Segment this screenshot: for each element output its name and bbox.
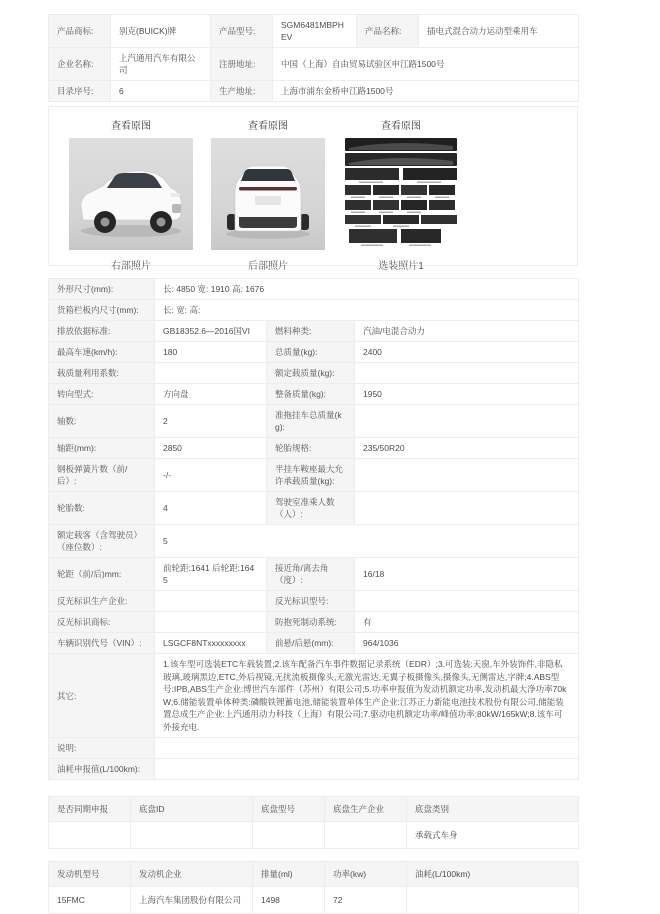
tyre-size-value: 235/50R20 <box>355 438 579 459</box>
power-header: 功率(kw) <box>325 862 407 887</box>
load-utilization-value <box>155 363 267 384</box>
engine-model-value: 15FMC <box>49 887 131 914</box>
wheelbase-label: 轴距(mm): <box>49 438 155 459</box>
leaf-springs-value: -/- <box>155 459 267 492</box>
product-trademark-value: 别克(BUICK)牌 <box>111 15 211 48</box>
track-width-value: 前轮距:1641 后轮距:1645 <box>155 558 267 591</box>
fuel-type-value: 汽油/电混合动力 <box>355 321 579 342</box>
spec-row-reflective-1 <box>49 591 579 612</box>
spec-row-springs-saddle <box>49 459 579 492</box>
engine-model-header: 发动机型号 <box>49 862 131 887</box>
tyre-count-label: 轮胎数: <box>49 492 155 525</box>
fuel-consumption-declared-label: 油耗申报值(L/100km): <box>49 759 155 780</box>
product-name-label: 产品名称: <box>357 15 419 48</box>
spec-row-cargo-box <box>49 300 579 321</box>
remarks-value <box>155 738 579 759</box>
product-model-value: SGM6481MBPHEV <box>273 15 357 48</box>
spec-row-vin-overhang <box>49 633 579 654</box>
overhang-value: 964/1036 <box>355 633 579 654</box>
saddle-load-label: 半挂车鞍座最大允许承载质量(kg): <box>267 459 355 492</box>
rear-photo[interactable] <box>211 138 325 250</box>
saddle-load-value <box>355 459 579 492</box>
total-mass-label: 总质量(kg): <box>267 342 355 363</box>
fuel-consumption-declared-value <box>155 759 579 780</box>
info-row-2 <box>49 48 579 81</box>
overhang-label: 前悬/后悬(mm): <box>267 633 355 654</box>
same-period-declaration-value <box>49 822 131 849</box>
spec-row-emission-fuel <box>49 321 579 342</box>
spec-row-speed-mass <box>49 342 579 363</box>
chassis-value-row <box>49 822 579 849</box>
same-period-declaration-header: 是否同期申报 <box>49 797 131 822</box>
axle-count-value: 2 <box>155 405 267 438</box>
emission-standard-label: 排放依据标准: <box>49 321 155 342</box>
vin-label: 车辆识别代号（VIN）: <box>49 633 155 654</box>
optional-equipment-collage[interactable] <box>343 138 459 250</box>
spec-row-steering-curb <box>49 384 579 405</box>
reflective-marking-model-value <box>355 591 579 612</box>
engine-fuel-consumption-value <box>407 887 579 914</box>
abs-value: 有 <box>355 612 579 633</box>
spec-row-track-angles <box>49 558 579 591</box>
axle-count-label: 轴数: <box>49 405 155 438</box>
approach-departure-angle-value: 16/18 <box>355 558 579 591</box>
product-info-table <box>48 14 579 102</box>
chassis-manufacturer-value <box>325 822 407 849</box>
total-mass-value: 2400 <box>355 342 579 363</box>
tyre-size-label: 轮胎规格: <box>267 438 355 459</box>
leaf-springs-label: 钢板弹簧片数（前/后）: <box>49 459 155 492</box>
photo-item-right-side <box>69 117 193 272</box>
seating-capacity-value: 5 <box>155 525 579 558</box>
rated-load-label: 额定载质量(kg): <box>267 363 355 384</box>
trailer-mass-label: 准拖挂车总质量(kg): <box>267 405 355 438</box>
product-trademark-label: 产品商标: <box>49 15 111 48</box>
spec-row-seating <box>49 525 579 558</box>
curb-mass-label: 整备质量(kg): <box>267 384 355 405</box>
chassis-model-value <box>253 822 325 849</box>
photos-section <box>48 106 578 272</box>
view-original-link[interactable]: 查看原图 <box>111 121 151 132</box>
engine-manufacturer-header: 发动机企业 <box>131 862 253 887</box>
content-column <box>48 0 578 914</box>
other-notes-value: 1.该车型可选装ETC车载装置;2.该车配备汽车事件数据记录系统（EDR）;3.可选装:天窗,车外装饰件,非隐私玻璃,玻璃黑边,ETC,外后视镜,无扰流板摄像头,无激光雷达,无翼子板摄像头,摄像头,无侧雷达,字牌;4.ABS型号:IPB,ABS生产企业:博世汽车部件（苏州）有限公司;5.功率申报值为发动机额定功率,发动机最大净功率70kW;6.储能装置单体种类:磷酸铁锂蓄电池,储能装置单体生产企业:江苏正力新能电池技术股份有限公司,储能装置总成生产企业:上汽通用动力科技（上海）有限公司;7.驱动电机额定功率/峰值功率:80kW/165kW;8.该车可外接充电. <box>155 654 579 738</box>
chassis-category-header: 底盘类别 <box>407 797 579 822</box>
engine-fuel-consumption-header: 油耗(L/100km) <box>407 862 579 887</box>
curb-mass-value: 1950 <box>355 384 579 405</box>
engine-value-row <box>49 887 579 914</box>
reflective-marking-trademark-label: 反光标识商标: <box>49 612 155 633</box>
production-address-label: 生产地址: <box>211 81 273 102</box>
other-notes-label: 其它: <box>49 654 155 738</box>
info-row-3 <box>49 81 579 102</box>
spec-row-other <box>49 654 579 738</box>
info-row-1 <box>49 15 579 48</box>
cab-passengers-label: 驾驶室准乘人数（人）: <box>267 492 355 525</box>
power-value: 72 <box>325 887 407 914</box>
track-width-label: 轮距（前/后)mm: <box>49 558 155 591</box>
chassis-id-value <box>131 822 253 849</box>
emission-standard-value: GB18352.6—2016国VI <box>155 321 267 342</box>
reflective-marking-model-label: 反光标识型号: <box>267 591 355 612</box>
engine-header-row <box>49 862 579 887</box>
chassis-category-value: 承载式车身 <box>407 822 579 849</box>
abs-label: 防抱死制动系统: <box>267 612 355 633</box>
steering-type-label: 转向型式: <box>49 384 155 405</box>
displacement-value: 1498 <box>253 887 325 914</box>
spec-row-wheelbase-tyre <box>49 438 579 459</box>
view-original-link[interactable]: 查看原图 <box>248 121 288 132</box>
dimensions-value: 长: 4850 宽: 1910 高: 1676 <box>155 279 579 300</box>
steering-type-value: 方向盘 <box>155 384 267 405</box>
photo-item-rear <box>211 117 325 272</box>
catalog-number-label: 目录序号: <box>49 81 111 102</box>
cargo-box-dimensions-value: 长: 宽: 高: <box>155 300 579 321</box>
spec-row-remarks <box>49 738 579 759</box>
max-speed-value: 180 <box>155 342 267 363</box>
max-speed-label: 最高车速(km/h): <box>49 342 155 363</box>
spec-row-reflective-2-abs <box>49 612 579 633</box>
trailer-mass-value <box>355 405 579 438</box>
chassis-manufacturer-header: 底盘生产企业 <box>325 797 407 822</box>
seating-capacity-label: 额定载客（含驾驶员）（座位数）: <box>49 525 155 558</box>
registered-address-value: 中国（上海）自由贸易试验区申江路1500号 <box>273 48 579 81</box>
spec-row-axles-trailer <box>49 405 579 438</box>
cargo-box-dimensions-label: 货箱栏板内尺寸(mm): <box>49 300 155 321</box>
reflective-marking-manufacturer-value <box>155 591 267 612</box>
engine-table <box>48 861 579 914</box>
reflective-marking-trademark-value <box>155 612 267 633</box>
enterprise-name-value: 上汽通用汽车有限公司 <box>111 48 211 81</box>
spec-row-dimensions <box>49 279 579 300</box>
dimensions-label: 外形尺寸(mm): <box>49 279 155 300</box>
photo-caption: 后部照片 <box>248 261 288 272</box>
product-model-label: 产品型号: <box>211 15 273 48</box>
enterprise-name-label: 企业名称: <box>49 48 111 81</box>
chassis-id-header: 底盘ID <box>131 797 253 822</box>
load-utilization-label: 载质量利用系数: <box>49 363 155 384</box>
reflective-marking-manufacturer-label: 反光标识生产企业: <box>49 591 155 612</box>
chassis-table <box>48 796 579 849</box>
tyre-count-value: 4 <box>155 492 267 525</box>
rated-load-value <box>355 363 579 384</box>
chassis-header-row <box>49 797 579 822</box>
chassis-model-header: 底盘型号 <box>253 797 325 822</box>
spec-table <box>48 278 579 780</box>
production-address-value: 上海市浦东金桥申江路1500号 <box>273 81 579 102</box>
view-original-link[interactable]: 查看原图 <box>381 121 421 132</box>
photo-caption: 选装照片1 <box>378 261 424 272</box>
product-name-value: 插电式混合动力运动型乘用车 <box>419 15 579 48</box>
vin-value: LSGCF8NTxxxxxxxxx <box>155 633 267 654</box>
approach-departure-angle-label: 接近角/离去角（度）: <box>267 558 355 591</box>
cab-passengers-value <box>355 492 579 525</box>
displacement-header: 排量(ml) <box>253 862 325 887</box>
photo-item-optional <box>343 117 459 272</box>
registered-address-label: 注册地址: <box>211 48 273 81</box>
engine-manufacturer-value: 上海汽车集团股份有限公司 <box>131 887 253 914</box>
wheelbase-value: 2850 <box>155 438 267 459</box>
remarks-label: 说明: <box>49 738 155 759</box>
spec-row-load <box>49 363 579 384</box>
spec-row-tyres-cab <box>49 492 579 525</box>
catalog-number-value: 6 <box>111 81 211 102</box>
right-side-photo[interactable] <box>69 138 193 250</box>
photo-caption: 右部照片 <box>111 261 151 272</box>
spec-row-fuel-declared <box>49 759 579 780</box>
fuel-type-label: 燃料种类: <box>267 321 355 342</box>
